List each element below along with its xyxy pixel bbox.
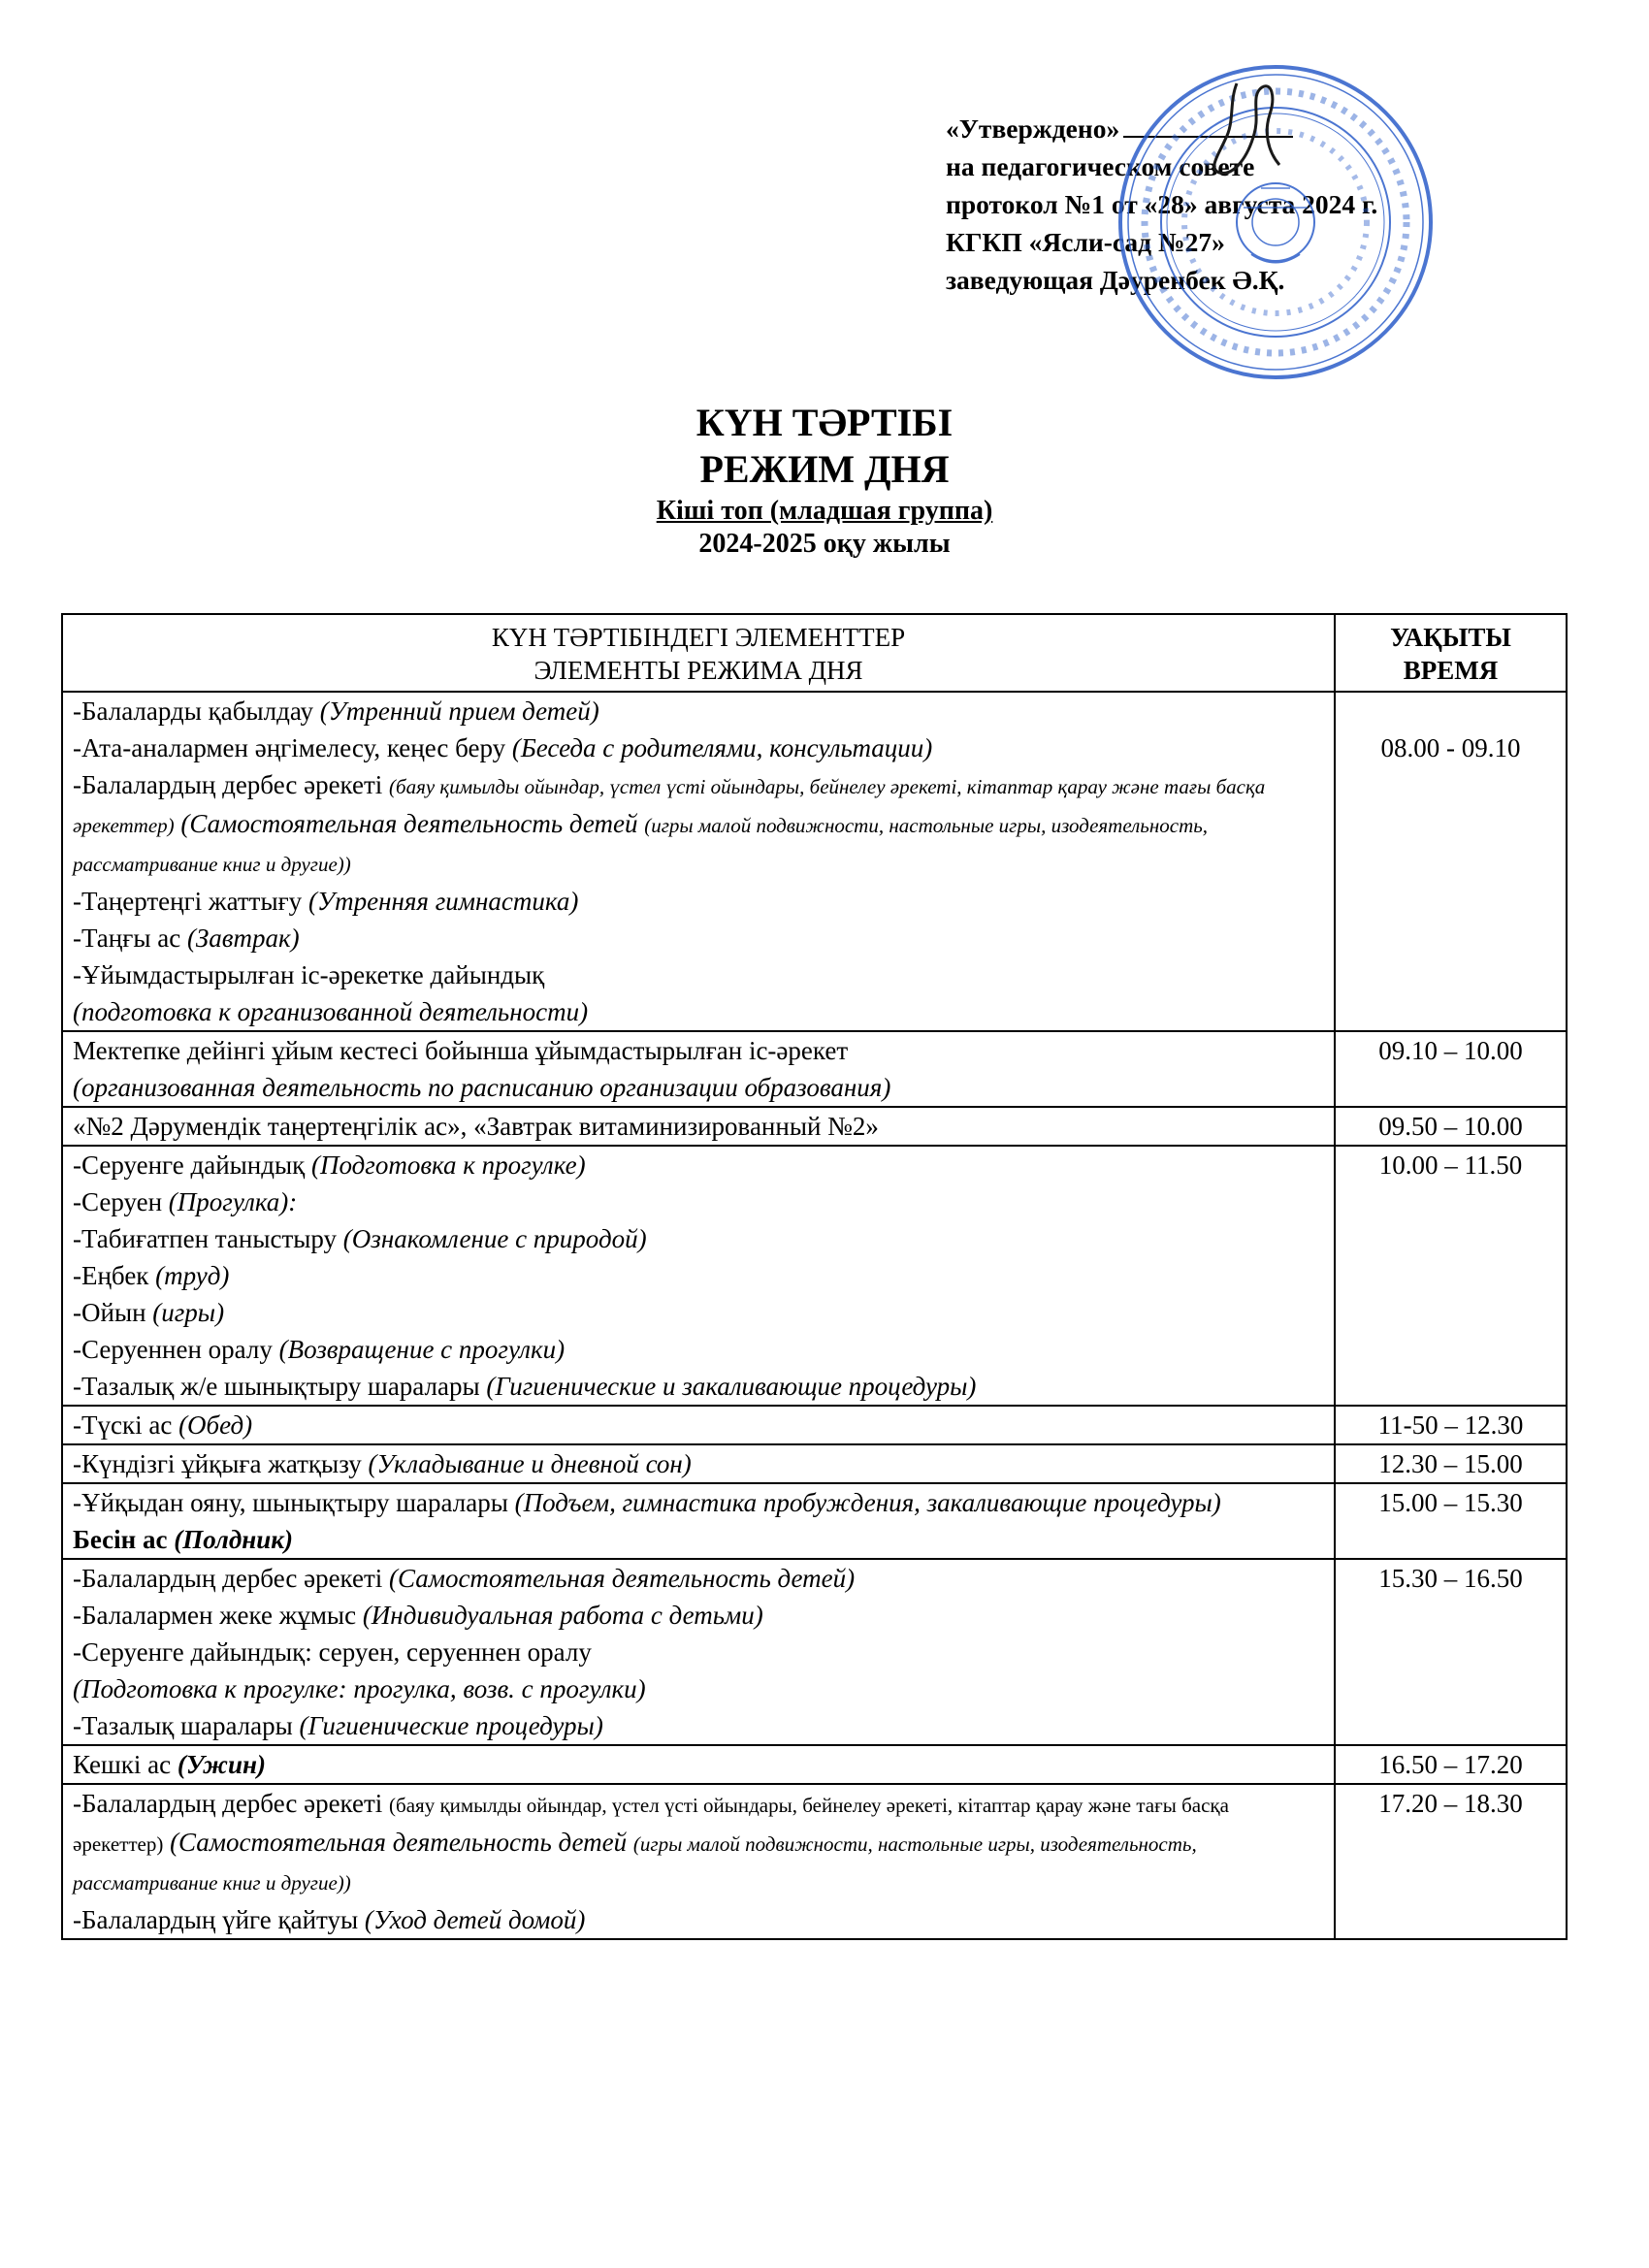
activity-line: -Ұйқыдан ояну, шынықтыру шаралары (Подъем, гимнастика пробуждения, закаливающие процедуры) xyxy=(73,1488,1221,1517)
row-time: 15.30 – 16.50 xyxy=(1335,1559,1567,1745)
approval-head: заведующая Дәуренбек Ә.Қ. xyxy=(946,265,1285,295)
activity-line: -Серуен (Прогулка): xyxy=(73,1187,298,1216)
header-time-ru: ВРЕМЯ xyxy=(1403,656,1499,685)
schedule-table xyxy=(61,613,1568,1940)
signature-icon xyxy=(1179,76,1305,182)
row-time: 11-50 – 12.30 xyxy=(1335,1406,1567,1444)
activity-line: -Таңертеңгі жаттығу (Утренняя гимнастика) xyxy=(73,887,579,916)
row-activities xyxy=(62,1483,1335,1559)
row-activities: -Күндізгі ұйқыға жатқызу (Укладывание и дневной сон) xyxy=(62,1444,1335,1483)
approval-protocol: протокол №1 от «28» августа 2024 г. xyxy=(946,189,1378,219)
row-activities xyxy=(62,1784,1335,1939)
header-elements-kk: КҮН ТӘРТІБІНДЕГІ ЭЛЕМЕНТТЕР xyxy=(491,623,906,652)
activity-line: (подготовка к организованной деятельности) xyxy=(73,997,589,1026)
table-row xyxy=(62,1745,1567,1784)
activity-line: -Тазалық ж/е шынықтыру шаралары (Гигиенические и закаливающие процедуры) xyxy=(73,1372,977,1401)
table-header-row xyxy=(62,614,1567,692)
activity-line: -Табиғатпен таныстыру (Ознакомление с природой) xyxy=(73,1224,647,1253)
table-row xyxy=(62,1146,1567,1406)
activity-line: (Подготовка к прогулке: прогулка, возв. с прогулки) xyxy=(73,1674,646,1703)
activity-line: -Балалардың үйге қайтуы (Уход детей домой) xyxy=(73,1905,586,1934)
row-activities: -Түскі ас (Обед) xyxy=(62,1406,1335,1444)
table-row xyxy=(62,1406,1567,1444)
activity-line: -Серуеннен оралу (Возвращение с прогулки) xyxy=(73,1335,566,1364)
table-row xyxy=(62,1784,1567,1939)
table-row xyxy=(62,1444,1567,1483)
activity-line: -Серуенге дайындық (Подготовка к прогулке) xyxy=(73,1150,586,1180)
activity-line: -Ұйымдастырылған іс-әрекетке дайындық xyxy=(73,960,545,989)
row-activities: «№2 Дәрумендік таңертеңгілік ас», «Завтрак витаминизированный №2» xyxy=(62,1107,1335,1146)
table-row xyxy=(62,692,1567,1031)
activity-line: -Ата-аналармен әңгімелесу, кеңес беру (Беседа с родителями, консультации) xyxy=(73,733,933,762)
row-activities xyxy=(62,1559,1335,1745)
title-block xyxy=(0,400,1649,561)
row-time: 10.00 – 11.50 xyxy=(1335,1146,1567,1406)
activity-line: -Ойын (игры) xyxy=(73,1298,225,1327)
title-ru: РЕЖИМ ДНЯ xyxy=(699,447,950,491)
row-activities xyxy=(62,692,1335,1031)
header-time-kk: УАҚЫТЫ xyxy=(1390,623,1511,652)
row-time: 09.10 – 10.00 xyxy=(1335,1031,1567,1107)
approval-org: КГКП «Ясли-сад №27» xyxy=(946,227,1225,257)
header-time xyxy=(1335,614,1567,692)
row-activities xyxy=(62,1031,1335,1107)
academic-year: 2024-2025 оқу жылы xyxy=(698,529,951,559)
activity-line: -Балалардың дербес әрекеті (баяу қимылды ойындар, үстел үсті ойындары, бейнелеу әрекеті, кітаптар қарау және тағы басқа әрекеттер) (Самостоятельная деятельность детей (игры малой подвижности, настольные игры, изодеятельность, рассматривание книг и другие)) xyxy=(73,1789,1229,1895)
activity-line: -Балалармен жеке жұмыс (Индивидуальная работа с детьми) xyxy=(73,1601,763,1630)
activity-line: -Еңбек (труд) xyxy=(73,1261,230,1290)
row-time: 12.30 – 15.00 xyxy=(1335,1444,1567,1483)
row-time: 16.50 – 17.20 xyxy=(1335,1745,1567,1784)
activity-line: -Серуенге дайындық: серуен, серуеннен оралу xyxy=(73,1637,592,1667)
header-elements xyxy=(62,614,1335,692)
activity-line: (организованная деятельность по расписанию организации образования) xyxy=(73,1073,891,1102)
table-row xyxy=(62,1483,1567,1559)
activity-line: -Таңғы ас (Завтрак) xyxy=(73,923,300,953)
table-row xyxy=(62,1559,1567,1745)
activity-line: -Балалардың дербес әрекеті (баяу қимылды ойындар, үстел үсті ойындары, бейнелеу әрекеті, кітаптар қарау және тағы басқа әрекеттер) (Самостоятельная деятельность детей (игры малой подвижности, настольные игры, изодеятельность, рассматривание книг и другие)) xyxy=(73,770,1266,876)
activity-line: -Балаларды қабылдау (Утренний прием детей) xyxy=(73,697,599,726)
row-time: 15.00 – 15.30 xyxy=(1335,1483,1567,1559)
activity-line: -Тазалық шаралары (Гигиенические процедуры) xyxy=(73,1711,603,1740)
row-activities: Кешкі ас (Ужин) xyxy=(62,1745,1335,1784)
row-activities xyxy=(62,1146,1335,1406)
activity-line: Бесін ас (Полдник) xyxy=(73,1525,293,1554)
title-kk: КҮН ТӘРТІБІ xyxy=(695,401,954,444)
activity-line: -Балалардың дербес әрекеті (Самостоятельная деятельность детей) xyxy=(73,1564,856,1593)
row-time: 09.50 – 10.00 xyxy=(1335,1107,1567,1146)
row-time: 17.20 – 18.30 xyxy=(1335,1784,1567,1939)
row-time: 08.00 - 09.10 xyxy=(1335,692,1567,1031)
activity-line: Мектепке дейінгі ұйым кестесі бойынша ұйымдастырылған іс-әрекет xyxy=(73,1036,849,1065)
header-elements-ru: ЭЛЕМЕНТЫ РЕЖИМА ДНЯ xyxy=(534,656,863,685)
approval-council: на педагогическом совете xyxy=(946,151,1255,181)
group-subtitle: Кіші топ (младшая группа) xyxy=(656,496,993,526)
table-row xyxy=(62,1107,1567,1146)
approval-approved: «Утверждено» xyxy=(946,110,1508,147)
table-row xyxy=(62,1031,1567,1107)
